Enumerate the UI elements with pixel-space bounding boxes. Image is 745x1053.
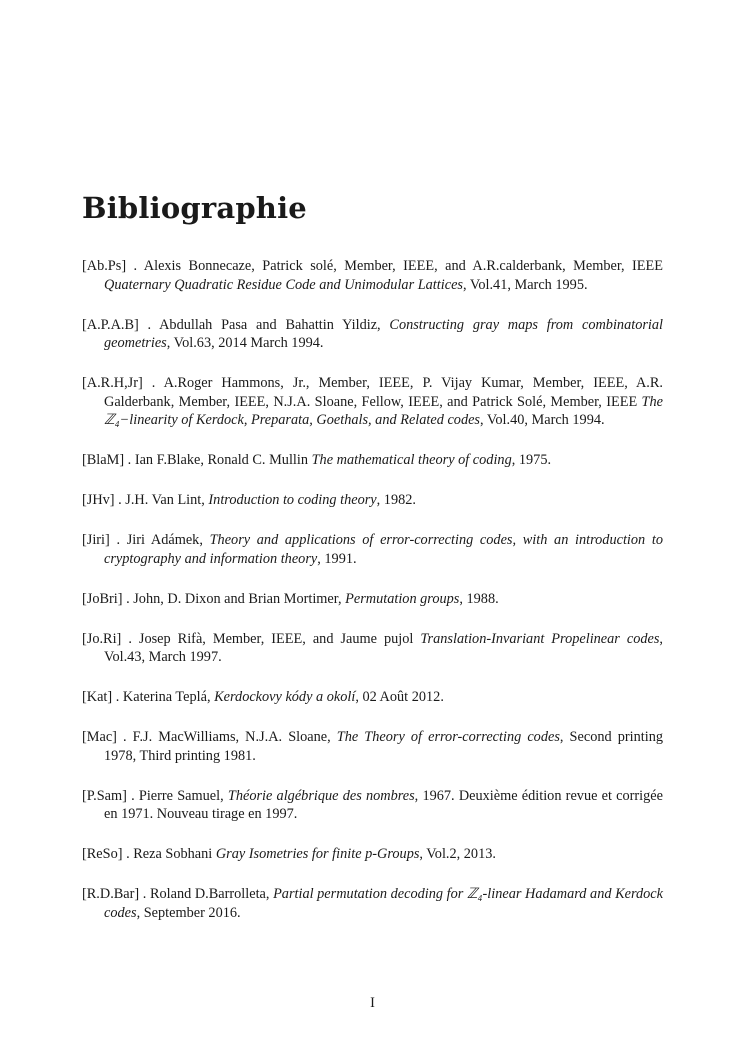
- bibliography-entry: [82, 257, 663, 294]
- bibliography-entry: [82, 451, 663, 470]
- entry-details: , Vol.43, March 1997.: [104, 630, 663, 665]
- entry-title: Gray Isometries for finite p-Groups: [215, 846, 420, 862]
- entry-title: Constructing gray maps from combinatorial geometries: [104, 316, 663, 351]
- citation-key: [Kat]: [82, 689, 113, 705]
- citation-key: [BlaM]: [82, 452, 125, 468]
- citation-key: [P.Sam]: [82, 787, 127, 804]
- bibliography-entry: [82, 688, 663, 707]
- citation-key: [Jiri]: [82, 532, 110, 548]
- entry-details: , 1988.: [459, 590, 499, 607]
- entry-title: The ℤ₄−linearity of Kerdock, Preparata, Goethals, and Related codes: [104, 393, 663, 428]
- bibliography-list: [82, 257, 663, 944]
- bibliography-entry: [82, 590, 663, 609]
- bibliography-entry: [82, 316, 663, 353]
- entry-details: , September 2016.: [136, 904, 241, 921]
- entry-authors: . John, D. Dixon and Brian Mortimer,: [122, 590, 346, 607]
- citation-key: [ReSo]: [82, 846, 123, 862]
- citation-key: [JoBri]: [82, 590, 123, 607]
- citation-key: [Mac]: [82, 729, 117, 745]
- bibliography-entry: [82, 845, 663, 864]
- entry-title: The Theory of error-correcting codes: [336, 729, 560, 745]
- entry-details: , Vol.40, March 1994.: [480, 412, 605, 428]
- entry-authors: . Jiri Adámek,: [109, 532, 210, 548]
- bibliography-entry: [82, 491, 663, 510]
- entry-details: , Vol.2, 2013.: [419, 846, 496, 862]
- entry-authors: . Josep Rifà, Member, IEEE, and Jaume pujol: [121, 630, 421, 647]
- entry-title: Translation-Invariant Propelinear codes: [420, 630, 660, 647]
- entry-title: Quaternary Quadratic Residue Code and Unimodular Lattices: [104, 276, 463, 293]
- entry-authors: . Abdullah Pasa and Bahattin Yildiz,: [138, 316, 390, 333]
- bibliography-entry: [82, 531, 663, 568]
- page-number: I: [370, 995, 375, 1011]
- bibliography-entry: [82, 728, 663, 765]
- entry-details: , Second printing 1978, Third printing 1981.: [104, 729, 663, 764]
- entry-title: Partial permutation decoding for ℤ₄-linear Hadamard and Kerdock codes: [104, 886, 663, 921]
- page-title: Bibliographie: [82, 191, 307, 226]
- entry-title: Permutation groups: [345, 590, 460, 607]
- entry-authors: . Pierre Samuel,: [126, 787, 228, 804]
- citation-key: [Ab.Ps]: [82, 258, 127, 274]
- entry-title: Theory and applications of error-correcting codes, with an introduction to cryptography and information theory: [104, 532, 663, 567]
- bibliography-entry: [82, 885, 663, 922]
- entry-authors: . F.J. MacWilliams, N.J.A. Sloane,: [116, 729, 337, 745]
- entry-authors: . Roland D.Barrolleta,: [139, 886, 274, 902]
- entry-authors: . Katerina Teplá,: [112, 689, 215, 705]
- entry-details: , Vol.41, March 1995.: [462, 276, 588, 293]
- bibliography-entry: [82, 630, 663, 667]
- entry-details: , 1991.: [317, 550, 357, 567]
- entry-authors: . Ian F.Blake, Ronald C. Mullin: [124, 452, 312, 468]
- citation-key: [R.D.Bar]: [82, 886, 140, 902]
- entry-title: The mathematical theory of coding: [311, 452, 512, 468]
- entry-details: , 1982.: [376, 492, 416, 508]
- citation-key: [JHv]: [82, 492, 115, 508]
- entry-details: , 02 Août 2012.: [355, 689, 444, 705]
- entry-authors: . Reza Sobhani: [122, 846, 216, 862]
- citation-key: [A.R.H,Jr]: [82, 375, 143, 391]
- entry-authors: . J.H. Van Lint,: [114, 492, 209, 508]
- bibliography-entry: [82, 787, 663, 824]
- entry-details: , Vol.63, 2014 March 1994.: [166, 335, 324, 351]
- entry-title: Kerdockovy kódy a okolí: [214, 689, 356, 705]
- bibliography-entry: [82, 374, 663, 430]
- citation-key: [A.P.A.B]: [82, 316, 139, 333]
- entry-title: Théorie algébrique des nombres: [227, 787, 415, 804]
- entry-authors: . Alexis Bonnecaze, Patrick solé, Member, IEEE, and A.R.calderbank, Member, IEEE: [126, 258, 663, 274]
- citation-key: [Jo.Ri]: [82, 630, 122, 647]
- entry-authors: . A.Roger Hammons, Jr., Member, IEEE, P. Vijay Kumar, Member, IEEE, A.R. Galderbank, Member, IEEE, N.J.A. Sloane, Fellow, IEEE, and Patrick Solé, Member, IEEE: [104, 375, 663, 410]
- entry-title: Introduction to coding theory: [208, 492, 377, 508]
- entry-details: , 1967. Deuxième édition revue et corrigée en 1971. Nouveau tirage en 1997.: [104, 787, 663, 822]
- entry-details: , 1975.: [511, 452, 552, 468]
